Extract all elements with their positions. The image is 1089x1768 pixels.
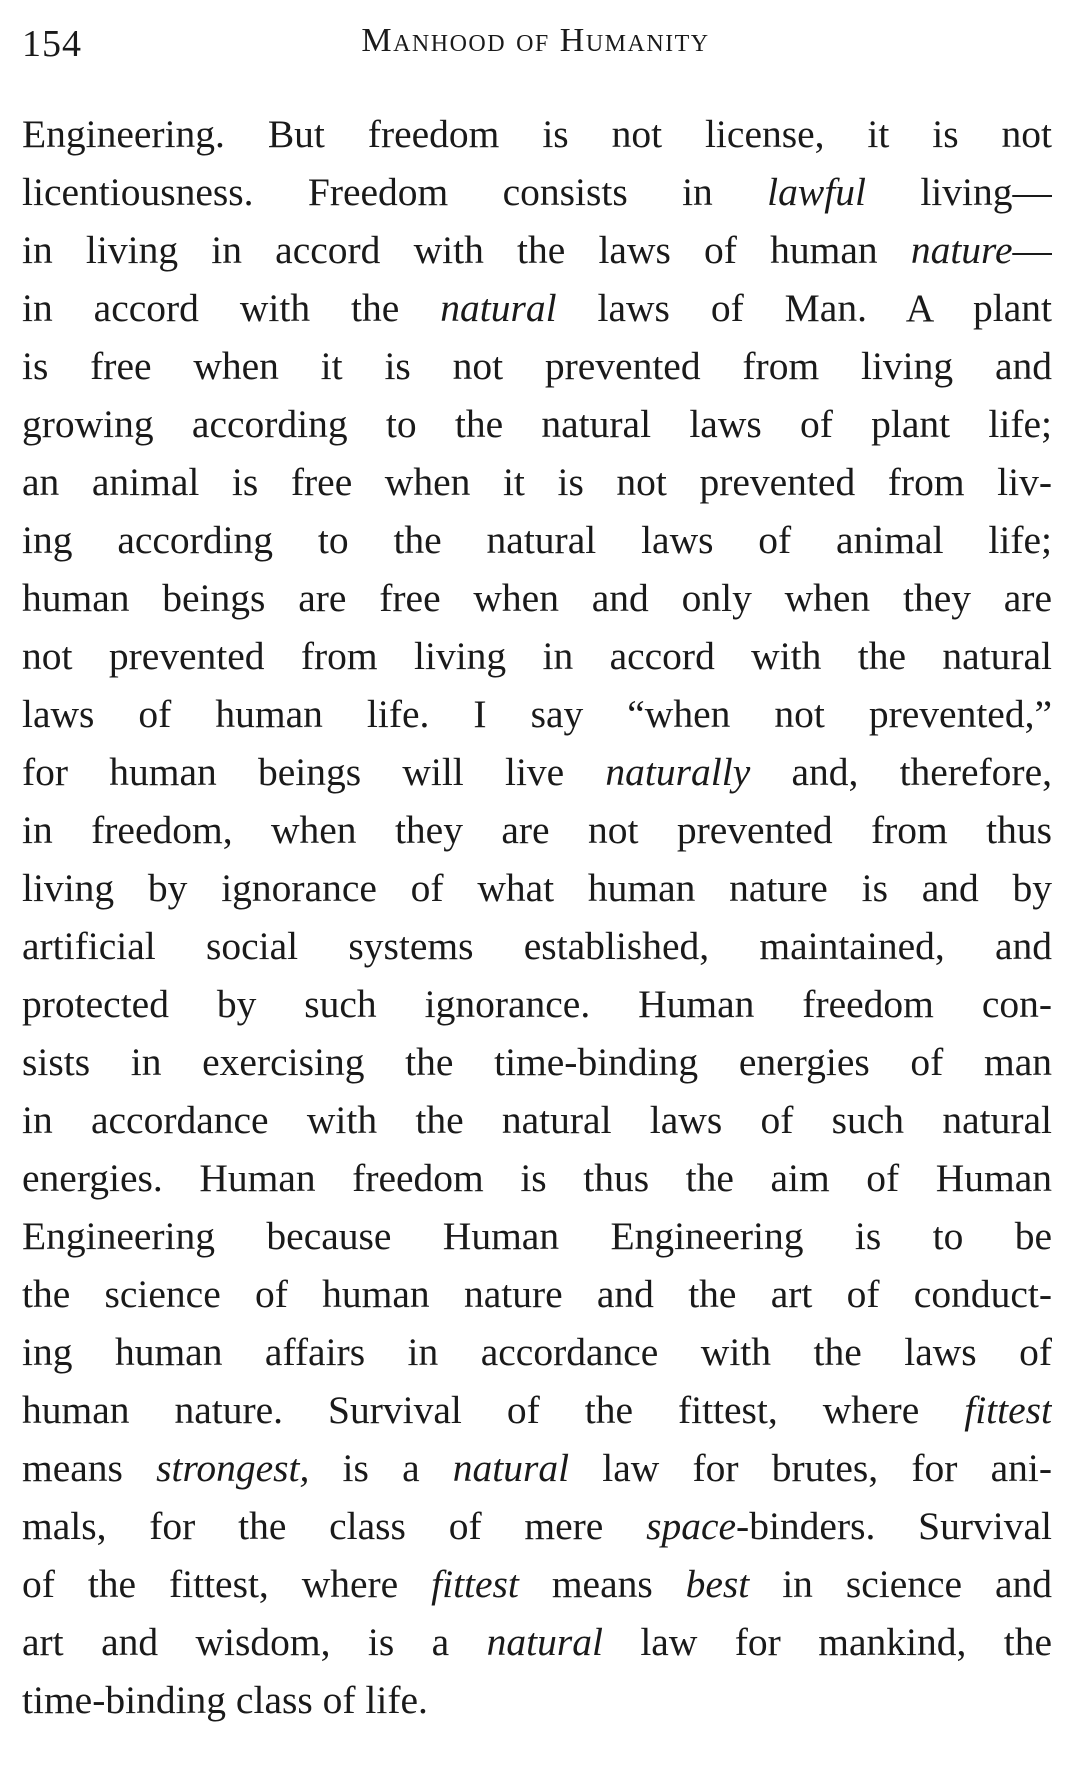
text-line — [22, 1381, 1052, 1439]
text-segment: time-binding class of life. — [22, 1678, 428, 1722]
text-line — [22, 1265, 1052, 1323]
italic-text: naturally — [605, 750, 751, 794]
text-segment: laws of human life. I say “when not prevented,” — [22, 692, 1052, 736]
text-line — [22, 1323, 1052, 1381]
text-segment: is a — [309, 1446, 453, 1490]
text-line — [22, 337, 1052, 395]
text-segment: for human beings will live — [22, 750, 606, 794]
text-segment: Engineering. But freedom is not license, it is not — [22, 112, 1052, 156]
italic-text: nature — [910, 228, 1013, 272]
text-line — [22, 221, 1052, 279]
text-segment: sists in exercising the time-binding energies of man — [22, 1040, 1052, 1084]
text-segment: licentiousness. Freedom consists in — [22, 170, 768, 214]
text-line — [22, 1439, 1052, 1497]
text-line — [22, 1613, 1052, 1671]
text-line — [22, 511, 1052, 569]
text-line — [22, 917, 1052, 975]
text-line — [22, 1555, 1052, 1613]
text-segment: artificial social systems established, maintained, and — [22, 924, 1052, 968]
text-line — [22, 685, 1052, 743]
text-segment: energies. Human freedom is thus the aim of Human — [22, 1156, 1052, 1200]
text-line — [22, 627, 1052, 685]
text-segment: means — [22, 1446, 157, 1490]
text-segment: -binders. Survival — [736, 1504, 1052, 1548]
text-segment: in freedom, when they are not prevented from thus — [22, 808, 1052, 852]
text-segment: living— — [865, 170, 1052, 214]
text-segment: Engineering because Human Engineering is to be — [22, 1214, 1052, 1258]
text-segment: law for mankind, the — [602, 1620, 1052, 1664]
text-segment: and, therefore, — [750, 750, 1052, 794]
text-line — [22, 1149, 1052, 1207]
text-segment: mals, for the class of mere — [22, 1504, 647, 1548]
text-line — [22, 1033, 1052, 1091]
text-line — [22, 801, 1052, 859]
text-segment: an animal is free when it is not prevented from liv- — [22, 460, 1052, 504]
text-segment: is free when it is not prevented from living and — [22, 344, 1052, 388]
body-paragraph — [22, 105, 1052, 1729]
text-segment: in accordance with the natural laws of such natural — [22, 1098, 1052, 1142]
italic-text: natural — [486, 1620, 603, 1664]
text-segment: not prevented from living in accord with the natural — [22, 634, 1052, 678]
text-segment: art and wisdom, is a — [22, 1620, 487, 1664]
text-segment: ing human affairs in accordance with the laws of — [22, 1330, 1052, 1374]
text-line — [22, 743, 1052, 801]
text-line — [22, 1671, 1052, 1729]
text-segment: in living in accord with the laws of human — [22, 228, 911, 272]
text-segment: of the fittest, where — [22, 1562, 432, 1606]
text-segment: in accord with the — [22, 286, 441, 330]
text-segment: the science of human nature and the art of conduct- — [22, 1272, 1052, 1316]
text-segment: protected by such ignorance. Human freedom con- — [22, 982, 1052, 1026]
italic-text: natural — [452, 1446, 570, 1490]
text-line — [22, 975, 1052, 1033]
text-segment: means — [518, 1562, 686, 1606]
text-segment: law for brutes, for ani- — [569, 1446, 1052, 1490]
page-header — [22, 22, 1049, 72]
italic-text: fittest — [431, 1562, 519, 1606]
page-number: 154 — [22, 23, 82, 65]
text-line — [22, 105, 1052, 163]
italic-text: strongest, — [156, 1446, 310, 1490]
text-line — [22, 1497, 1052, 1555]
text-segment: laws of Man. A plant — [556, 286, 1052, 330]
italic-text: fittest — [964, 1388, 1052, 1432]
text-line — [22, 163, 1052, 221]
text-segment: growing according to the natural laws of plant life; — [22, 402, 1052, 446]
italic-text: natural — [440, 286, 557, 330]
italic-text: lawful — [767, 170, 866, 214]
text-line — [22, 1091, 1052, 1149]
text-line — [22, 279, 1052, 337]
text-segment: in science and — [749, 1562, 1052, 1606]
text-line — [22, 395, 1052, 453]
text-line — [22, 569, 1052, 627]
running-title: Manhood of Humanity — [361, 22, 710, 59]
text-line — [22, 859, 1052, 917]
text-line — [22, 1207, 1052, 1265]
text-segment: human beings are free when and only when they are — [22, 576, 1052, 620]
italic-text: space — [646, 1504, 737, 1548]
text-segment: living by ignorance of what human nature is and by — [22, 866, 1052, 910]
italic-text: best — [685, 1562, 750, 1606]
text-segment: — — [1012, 228, 1052, 272]
text-segment: ing according to the natural laws of animal life; — [22, 518, 1052, 562]
text-line — [22, 453, 1052, 511]
text-segment: human nature. Survival of the fittest, where — [22, 1388, 965, 1432]
